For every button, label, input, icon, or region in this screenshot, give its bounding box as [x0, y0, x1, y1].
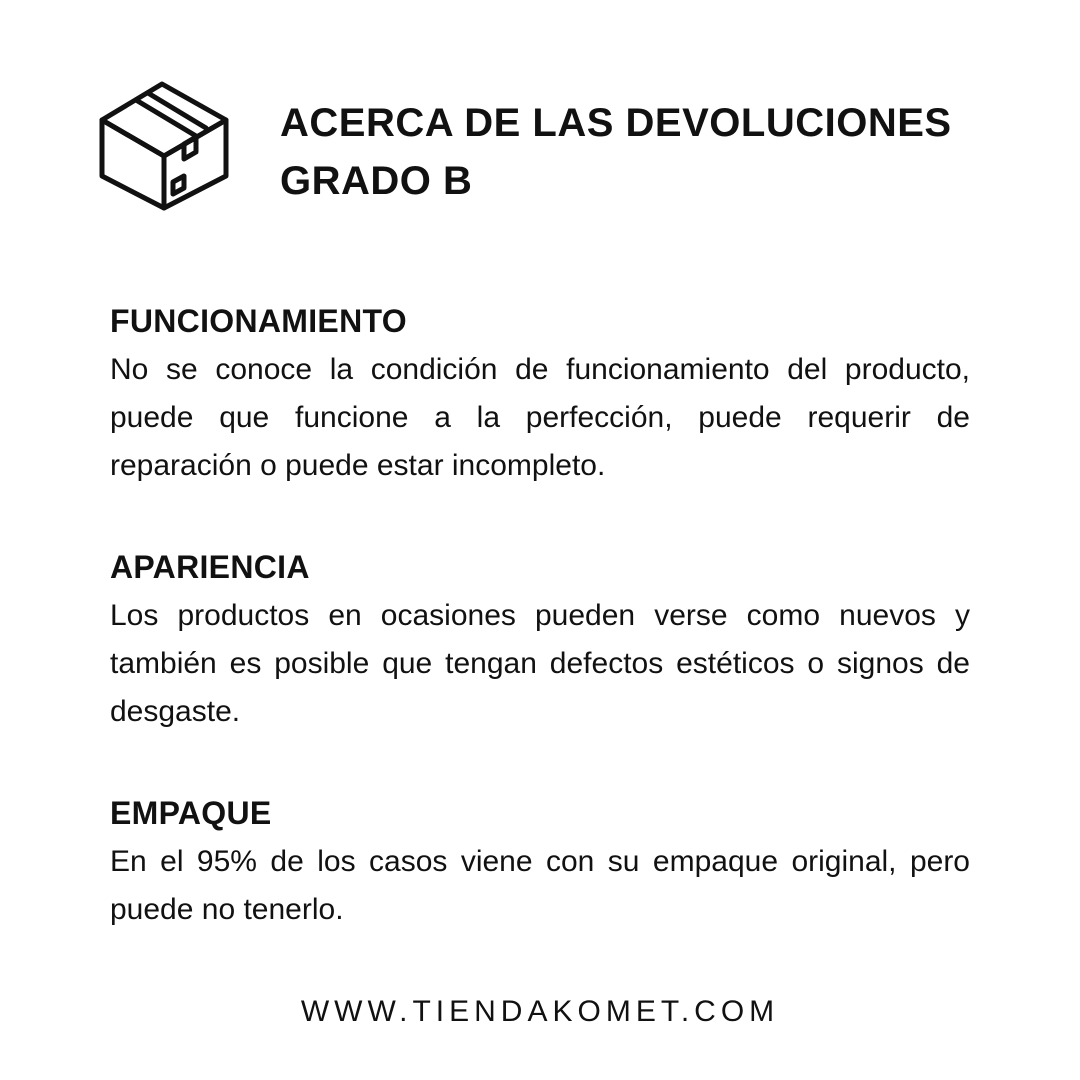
content: [110, 296, 970, 986]
box-icon: [96, 78, 232, 214]
header: [96, 78, 996, 218]
section-heading: EMPAQUE: [110, 795, 272, 831]
section-heading: FUNCIONAMIENTO: [110, 303, 407, 339]
section-heading: APARIENCIA: [110, 549, 310, 585]
section-apariencia: [110, 542, 970, 736]
title-line-2: GRADO B: [280, 159, 473, 203]
website-url[interactable]: WWW.TIENDAKOMET.COM: [300, 995, 780, 1028]
section-body: No se conoce la condición de funcionamiento del producto, puede que funcione a la perfección, puede requerir de reparación o puede estar incompleto.: [110, 353, 970, 482]
section-funcionamiento: [110, 296, 970, 490]
section-empaque: [110, 788, 970, 934]
title-line-1: ACERCA DE LAS DEVOLUCIONES: [280, 101, 952, 145]
page-title: [280, 94, 996, 210]
section-body: Los productos en ocasiones pueden verse como nuevos y también es posible que tengan defectos estéticos o signos de desgaste.: [110, 599, 970, 728]
section-body: En el 95% de los casos viene con su empaque original, pero puede no tenerlo.: [110, 845, 970, 926]
